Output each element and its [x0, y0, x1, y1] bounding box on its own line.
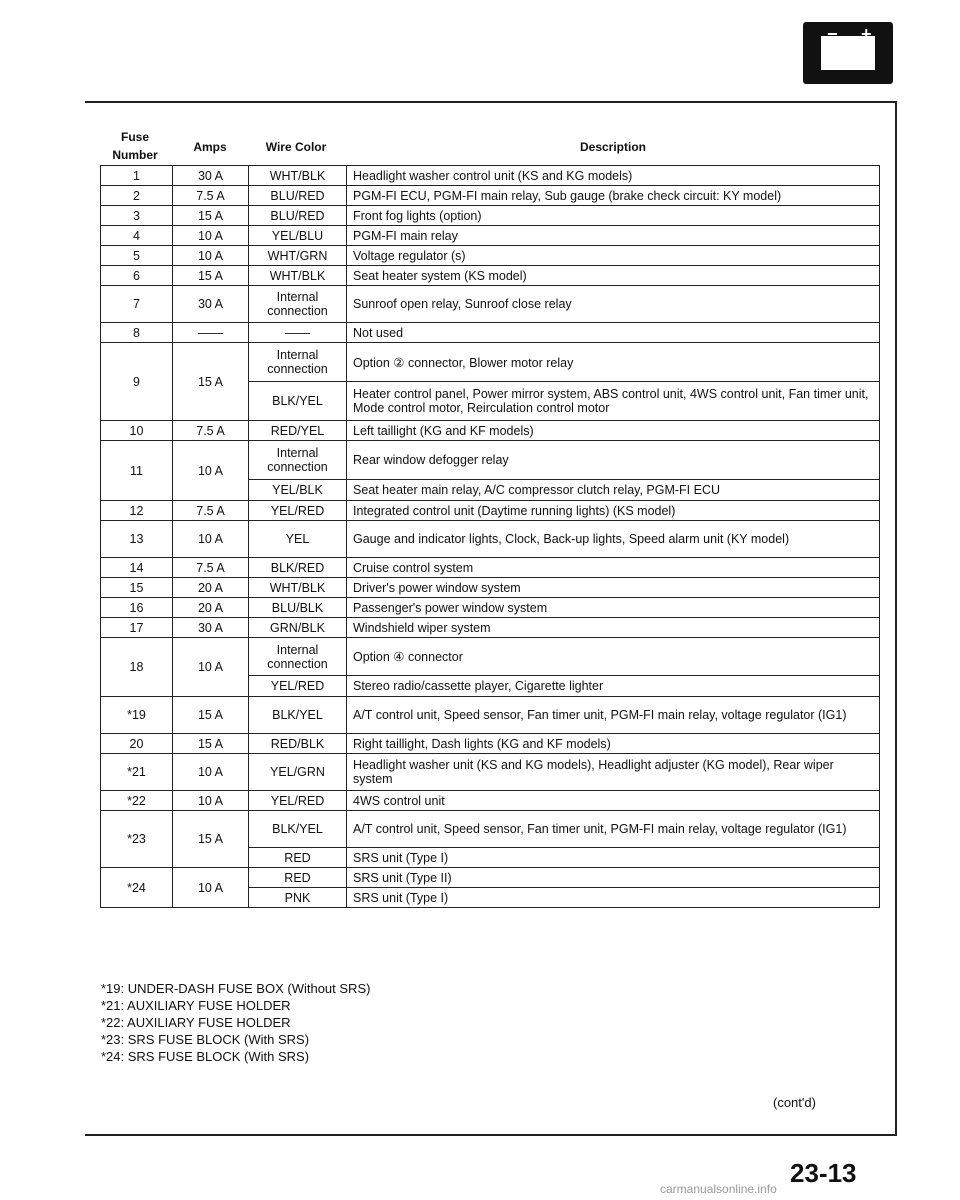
wire-color-cell: BLK/YEL	[249, 697, 347, 734]
amps-cell: 10 A	[173, 868, 249, 908]
fuse-number-cell: 9	[101, 343, 173, 421]
amps-cell: 7.5 A	[173, 186, 249, 206]
amps-cell: 15 A	[173, 734, 249, 754]
fuse-number-cell: 5	[101, 246, 173, 266]
footnote: *23: SRS FUSE BLOCK (With SRS)	[101, 1032, 310, 1047]
amps-cell: 10 A	[173, 638, 249, 697]
footnote: *22: AUXILIARY FUSE HOLDER	[101, 1015, 291, 1030]
wire-color-cell: YEL/RED	[249, 501, 347, 521]
amps-cell: 7.5 A	[173, 501, 249, 521]
table-row	[101, 343, 880, 382]
watermark: carmanualsonline.info	[660, 1182, 777, 1196]
table-row	[101, 558, 880, 578]
fuse-number-cell: 15	[101, 578, 173, 598]
wire-color-cell: BLK/YEL	[249, 382, 347, 421]
description-cell: PGM-FI ECU, PGM-FI main relay, Sub gauge (brake check circuit: KY model)	[347, 186, 880, 206]
description-cell: Seat heater system (KS model)	[347, 266, 880, 286]
wire-color-cell: YEL/RED	[249, 676, 347, 697]
table-row	[101, 323, 880, 343]
table-row	[101, 811, 880, 848]
description-cell: Gauge and indicator lights, Clock, Back-up lights, Speed alarm unit (KY model)	[347, 521, 880, 558]
table-row	[101, 734, 880, 754]
wire-color-cell: Internal connection	[249, 638, 347, 676]
wire-color-cell: BLU/RED	[249, 186, 347, 206]
description-cell: A/T control unit, Speed sensor, Fan timer unit, PGM-FI main relay, voltage regulator (IG1)	[347, 697, 880, 734]
amps-cell: 30 A	[173, 166, 249, 186]
amps-cell: 10 A	[173, 226, 249, 246]
wire-color-cell: RED/BLK	[249, 734, 347, 754]
amps-cell: 15 A	[173, 206, 249, 226]
fuse-number-cell: 16	[101, 598, 173, 618]
amps-cell: 10 A	[173, 246, 249, 266]
fuse-number-cell: 1	[101, 166, 173, 186]
description-cell: Driver's power window system	[347, 578, 880, 598]
description-cell: SRS unit (Type II)	[347, 868, 880, 888]
header-wire-color: Wire Color	[265, 140, 327, 154]
table-row	[101, 521, 880, 558]
wire-color-cell: BLK/YEL	[249, 811, 347, 848]
wire-color-cell: Internal connection	[249, 441, 347, 480]
description-cell: Front fog lights (option)	[347, 206, 880, 226]
amps-cell: 10 A	[173, 441, 249, 501]
description-cell: Passenger's power window system	[347, 598, 880, 618]
footnote: *21: AUXILIARY FUSE HOLDER	[101, 998, 291, 1013]
description-cell: Cruise control system	[347, 558, 880, 578]
wire-color-cell: Internal connection	[249, 343, 347, 382]
fuse-number-cell: 12	[101, 501, 173, 521]
description-cell: Windshield wiper system	[347, 618, 880, 638]
table-row	[101, 226, 880, 246]
footnote: *19: UNDER-DASH FUSE BOX (Without SRS)	[101, 981, 371, 996]
bottom-rule	[85, 1134, 897, 1136]
battery-minus-symbol: −	[827, 24, 838, 44]
wire-color-cell: WHT/BLK	[249, 578, 347, 598]
amps-cell: 10 A	[173, 791, 249, 811]
wire-color-cell: WHT/BLK	[249, 266, 347, 286]
wire-color-cell: WHT/GRN	[249, 246, 347, 266]
table-row	[101, 266, 880, 286]
table-row	[101, 868, 880, 888]
description-cell: Heater control panel, Power mirror system, ABS control unit, 4WS control unit, Fan timer unit, Mode control motor, Reirculation control motor	[347, 382, 880, 421]
fuse-number-cell: 8	[101, 323, 173, 343]
table-row	[101, 754, 880, 791]
amps-cell: 10 A	[173, 754, 249, 791]
fuse-number-cell: 3	[101, 206, 173, 226]
fuse-number-cell: 10	[101, 421, 173, 441]
table-row	[101, 638, 880, 676]
wire-color-cell: YEL/RED	[249, 791, 347, 811]
amps-cell: 20 A	[173, 578, 249, 598]
description-cell: A/T control unit, Speed sensor, Fan timer unit, PGM-FI main relay, voltage regulator (IG1)	[347, 811, 880, 848]
wire-color-cell: BLU/BLK	[249, 598, 347, 618]
description-cell: Not used	[347, 323, 880, 343]
wire-color-cell: YEL/BLK	[249, 480, 347, 501]
description-cell: Right taillight, Dash lights (KG and KF models)	[347, 734, 880, 754]
wire-color-cell: YEL	[249, 521, 347, 558]
table-row	[101, 286, 880, 323]
fuse-number-cell: 17	[101, 618, 173, 638]
table-row	[101, 697, 880, 734]
footnote: *24: SRS FUSE BLOCK (With SRS)	[101, 1049, 310, 1064]
amps-cell: 30 A	[173, 618, 249, 638]
description-cell: Headlight washer unit (KS and KG models), Headlight adjuster (KG model), Rear wiper system	[347, 754, 880, 791]
amps-cell: 30 A	[173, 286, 249, 323]
fuse-number-cell: 2	[101, 186, 173, 206]
description-cell: Left taillight (KG and KF models)	[347, 421, 880, 441]
footnotes	[101, 980, 370, 1065]
description-cell: Voltage regulator (s)	[347, 246, 880, 266]
wire-color-cell: Internal connection	[249, 286, 347, 323]
amps-cell: 7.5 A	[173, 558, 249, 578]
description-cell: Stereo radio/cassette player, Cigarette lighter	[347, 676, 880, 697]
page-number: 23-13	[790, 1158, 857, 1188]
table-row	[101, 598, 880, 618]
amps-cell: 20 A	[173, 598, 249, 618]
header-amps: Amps	[193, 140, 227, 154]
wire-color-cell: BLK/RED	[249, 558, 347, 578]
fuse-number-cell: 11	[101, 441, 173, 501]
amps-cell: 10 A	[173, 521, 249, 558]
fuse-number-cell: *21	[101, 754, 173, 791]
table-row	[101, 618, 880, 638]
wire-color-cell: YEL/GRN	[249, 754, 347, 791]
right-rule	[895, 101, 897, 1136]
table-row	[101, 166, 880, 186]
battery-icon	[803, 22, 893, 84]
table-row	[101, 441, 880, 480]
wire-color-cell: RED	[249, 868, 347, 888]
table-row	[101, 246, 880, 266]
amps-cell: 7.5 A	[173, 421, 249, 441]
table-row	[101, 501, 880, 521]
table-row	[101, 421, 880, 441]
wire-color-cell: ——	[249, 323, 347, 343]
fuse-number-cell: *22	[101, 791, 173, 811]
wire-color-cell: WHT/BLK	[249, 166, 347, 186]
table-row	[101, 791, 880, 811]
description-cell: Seat heater main relay, A/C compressor clutch relay, PGM-FI ECU	[347, 480, 880, 501]
wire-color-cell: RED	[249, 848, 347, 868]
top-rule	[85, 101, 895, 103]
fuse-number-cell: 14	[101, 558, 173, 578]
battery-plus-symbol: +	[861, 24, 872, 44]
header-description: Description	[579, 140, 646, 154]
fuse-number-cell: *23	[101, 811, 173, 868]
description-cell: Option ④ connector	[347, 638, 880, 676]
description-cell: SRS unit (Type I)	[347, 888, 880, 908]
amps-cell: 15 A	[173, 697, 249, 734]
fuse-number-cell: 6	[101, 266, 173, 286]
amps-cell: 15 A	[173, 266, 249, 286]
description-cell: PGM-FI main relay	[347, 226, 880, 246]
fuse-number-cell: 4	[101, 226, 173, 246]
fuse-number-cell: 20	[101, 734, 173, 754]
table-row	[101, 186, 880, 206]
continued-label: (cont'd)	[773, 1095, 816, 1110]
wire-color-cell: RED/YEL	[249, 421, 347, 441]
header-fuse-number: Fuse Number	[112, 130, 158, 162]
fuse-table-body	[101, 166, 880, 908]
description-cell: Sunroof open relay, Sunroof close relay	[347, 286, 880, 323]
fuse-number-cell: 7	[101, 286, 173, 323]
description-cell: Rear window defogger relay	[347, 441, 880, 480]
fuse-table	[100, 165, 880, 908]
wire-color-cell: YEL/BLU	[249, 226, 347, 246]
fuse-number-cell: *24	[101, 868, 173, 908]
fuse-number-cell: 13	[101, 521, 173, 558]
wire-color-cell: PNK	[249, 888, 347, 908]
amps-cell: ——	[173, 323, 249, 343]
amps-cell: 15 A	[173, 343, 249, 421]
fuse-number-cell: *19	[101, 697, 173, 734]
table-row	[101, 206, 880, 226]
description-cell: 4WS control unit	[347, 791, 880, 811]
fuse-number-cell: 18	[101, 638, 173, 697]
table-row	[101, 578, 880, 598]
description-cell: Option ② connector, Blower motor relay	[347, 343, 880, 382]
wire-color-cell: GRN/BLK	[249, 618, 347, 638]
description-cell: SRS unit (Type I)	[347, 848, 880, 868]
amps-cell: 15 A	[173, 811, 249, 868]
wire-color-cell: BLU/RED	[249, 206, 347, 226]
description-cell: Integrated control unit (Daytime running lights) (KS model)	[347, 501, 880, 521]
table-header	[100, 128, 880, 164]
description-cell: Headlight washer control unit (KS and KG models)	[347, 166, 880, 186]
